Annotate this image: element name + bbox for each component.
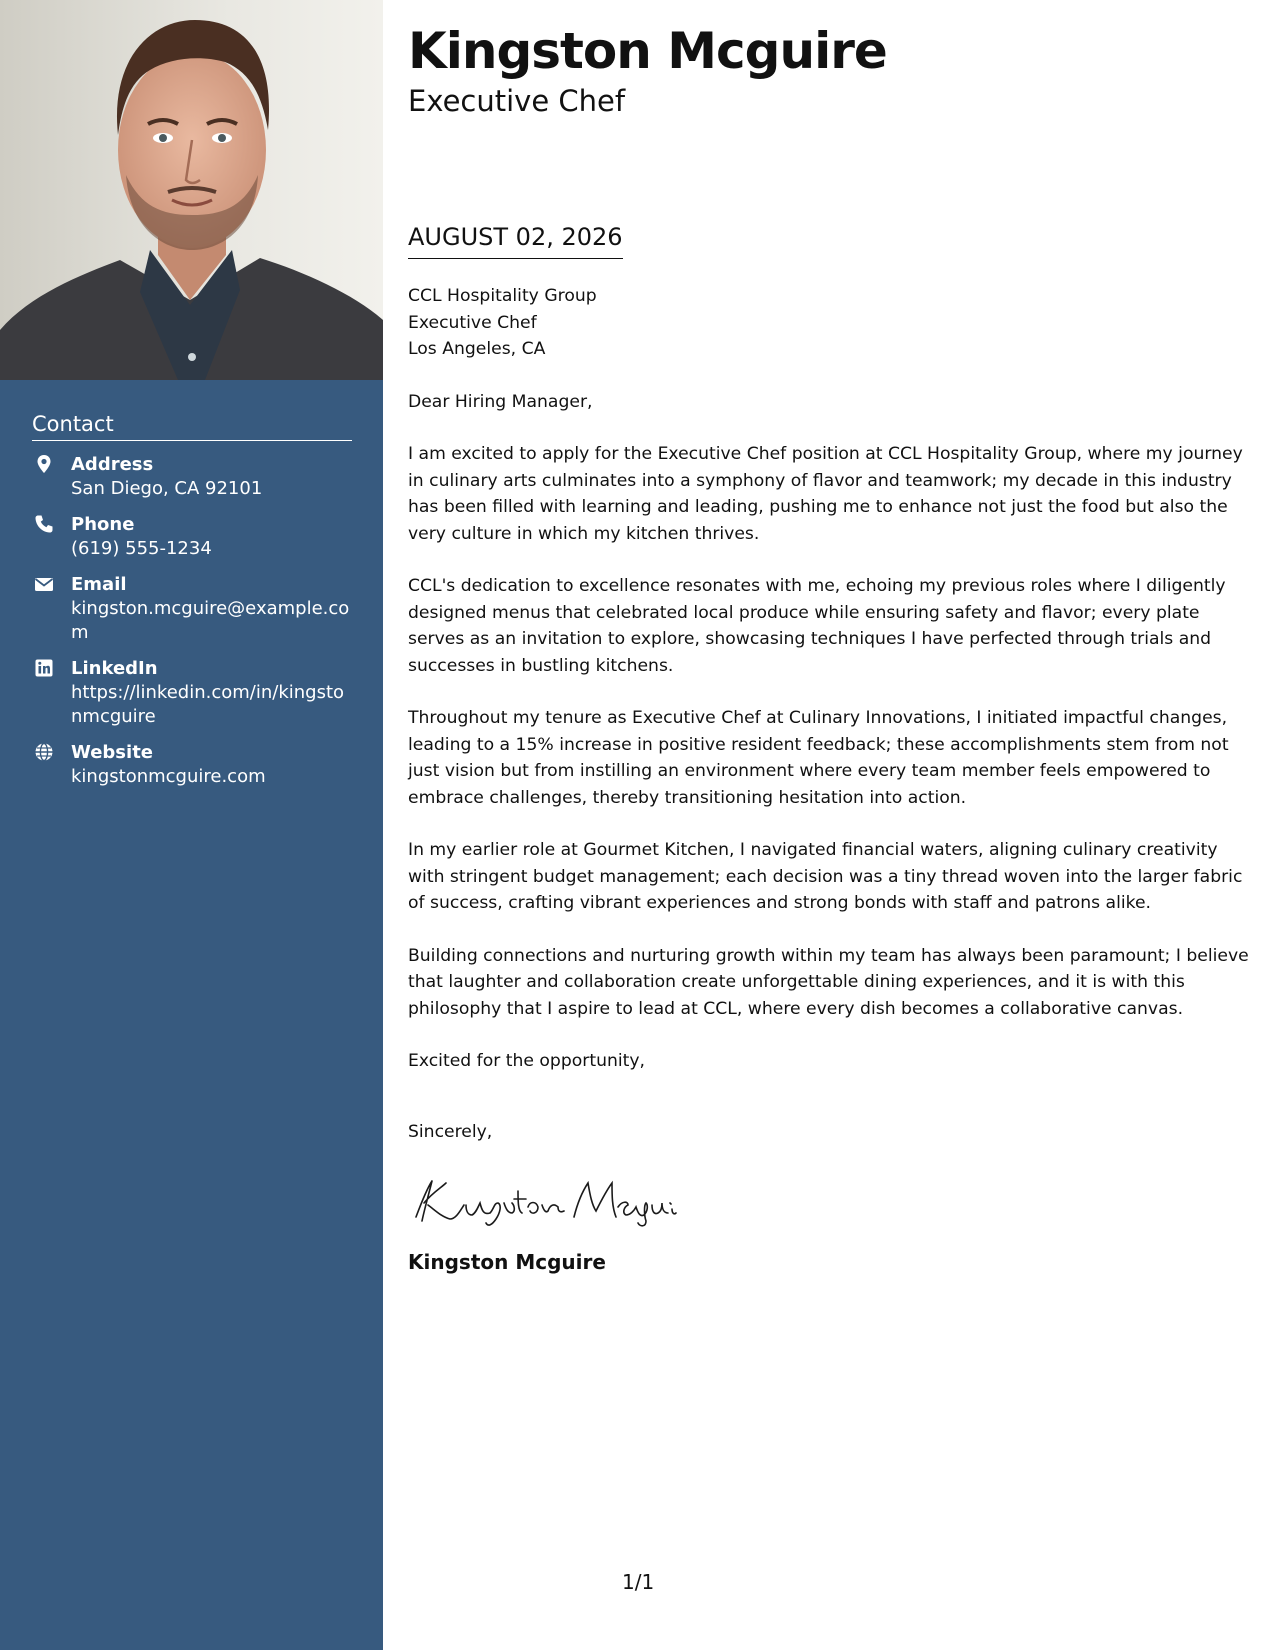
signoff: Sincerely, [408, 1121, 493, 1142]
contact-website [32, 740, 352, 789]
phone-label: Phone [71, 514, 135, 535]
contact-phone [32, 512, 352, 561]
phone-icon [34, 514, 54, 534]
contact-email [32, 572, 352, 645]
linkedin-value[interactable]: https://linkedin.com/in/kingstonmcguire [71, 682, 345, 727]
candidate-name: Kingston Mcguire [408, 22, 887, 80]
recipient-block [408, 283, 1253, 363]
address-value: San Diego, CA 92101 [71, 478, 263, 499]
salutation: Dear Hiring Manager, [408, 391, 593, 412]
sidebar [0, 0, 383, 1650]
recipient-position: Executive Chef [408, 312, 537, 333]
globe-icon [34, 742, 54, 762]
recipient-location: Los Angeles, CA [408, 339, 546, 359]
contact-address [32, 452, 352, 501]
phone-value: (619) 555-1234 [71, 538, 212, 559]
email-value[interactable]: kingston.mcguire@example.com [71, 598, 350, 643]
paragraph-5: Building connections and nurturing growth within my team has always been paramount; I believe that laughter and collaboration create unforgettable dining experiences, and it is with this philosophy that I aspire to lead at CCL, where every dish becomes a collaborative canvas. [408, 945, 1249, 1019]
recipient-company: CCL Hospitality Group [408, 286, 597, 306]
website-value[interactable]: kingstonmcguire.com [71, 766, 266, 787]
letter-body [408, 283, 1253, 1276]
location-pin-icon [34, 454, 54, 474]
letter-date: AUGUST 02, 2026 [408, 223, 623, 259]
email-label: Email [71, 574, 127, 595]
page-number: 1/1 [622, 1570, 655, 1594]
paragraph-4: In my earlier role at Gourmet Kitchen, I navigated financial waters, aligning culinary creativity with stringent budget management; each decision was a tiny thread woven into the larger fabric of success, crafting vibrant experiences and strong bonds with staff and patrons alike. [408, 840, 1243, 913]
profile-photo [0, 0, 383, 380]
linkedin-label: LinkedIn [71, 658, 158, 679]
paragraph-3: Throughout my tenure as Executive Chef at Culinary Innovations, I initiated impactful changes, leading to a 15% increase in positive resident feedback; these accomplishments stem from not just vision but from instilling an environment where every team member feels empowered to embrace challenges, thereby transitioning hesitation into action. [408, 708, 1229, 808]
website-label: Website [71, 742, 154, 763]
candidate-title: Executive Chef [408, 84, 626, 118]
linkedin-icon [34, 658, 54, 678]
contact-linkedin [32, 656, 352, 729]
handwritten-signature [408, 1171, 1253, 1227]
envelope-icon [34, 574, 54, 594]
address-label: Address [71, 454, 154, 475]
contact-section [32, 412, 352, 789]
contact-heading: Contact [32, 412, 352, 441]
paragraph-1: I am excited to apply for the Executive Chef position at CCL Hospitality Group, where my journey in culinary arts culminates into a symphony of flavor and teamwork; my decade in this industry has been filled with learning and leading, pushing me to enhance not just the food but also the very culture in which my kitchen thrives. [408, 444, 1243, 544]
paragraph-2: CCL's dedication to excellence resonates with me, echoing my previous roles where I diligently designed menus that celebrated local produce while ensuring safety and flavor; every plate serves as an invitation to explore, showcasing techniques I have perfected through trials and successes in bustling kitchens. [408, 576, 1226, 676]
signer-name: Kingston Mcguire [408, 1250, 606, 1274]
closing-phrase: Excited for the opportunity, [408, 1051, 645, 1071]
